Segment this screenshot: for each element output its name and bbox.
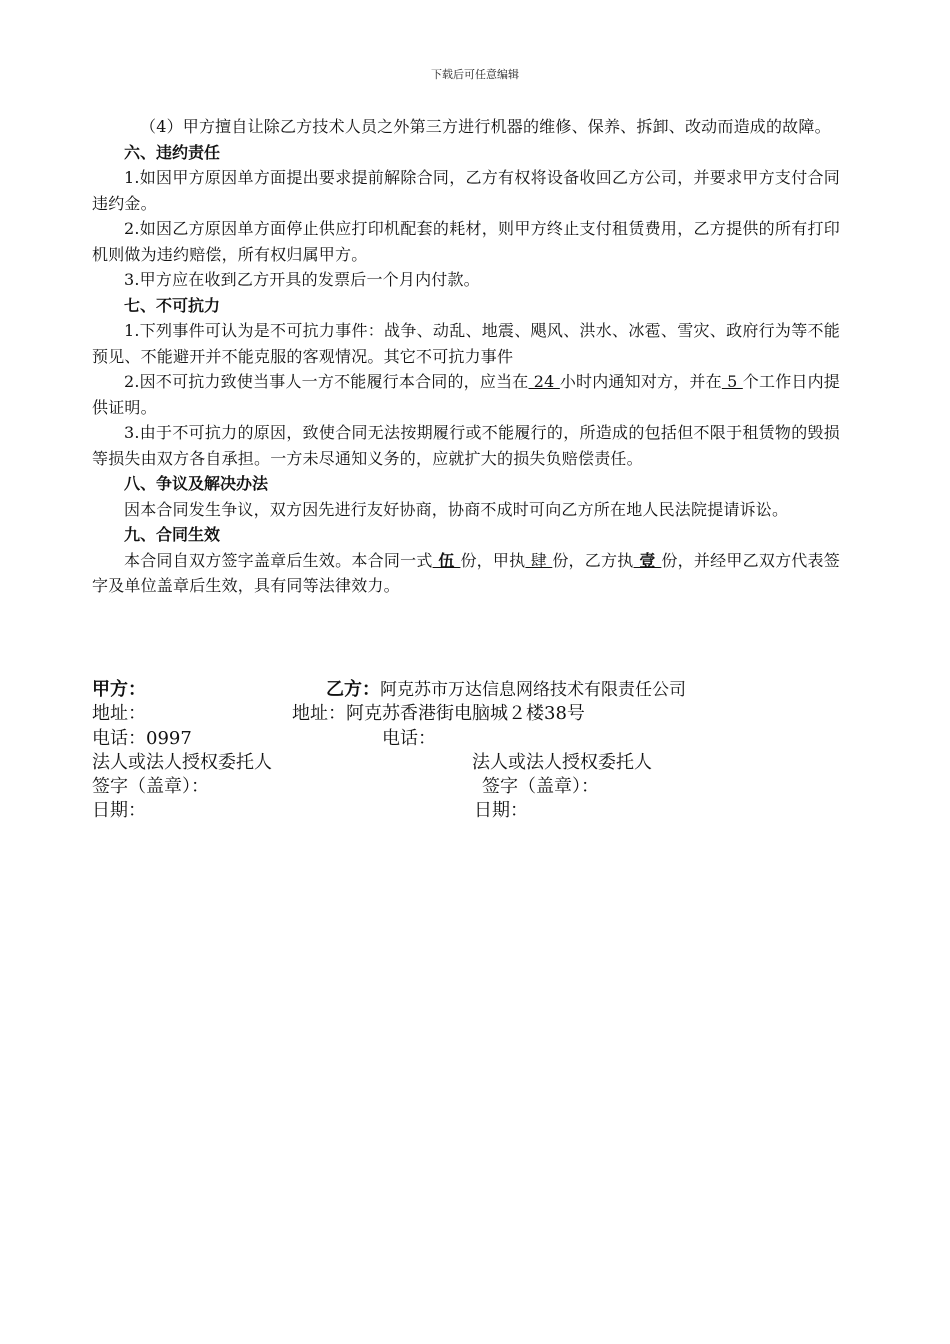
section-7-item-1: 1.下列事件可认为是不可抗力事件：战争、动乱、地震、飓风、洪水、冰雹、雪灾、政府行为等不能预见、不能避开并不能克服的客观情况。其它不可抗力事件 [92, 321, 840, 366]
party-row [92, 675, 852, 699]
text-segment: 份，并经甲乙双方代表签字及单位盖章后生效，具有同等法律效力。 [92, 550, 840, 595]
text-segment: 份，甲执 [460, 550, 526, 570]
notify-hours: 24 [528, 372, 560, 391]
address-row [92, 699, 852, 723]
section-9-item-1 [92, 548, 840, 599]
proof-days: 5 [721, 372, 743, 391]
party-a-address: 地址： [92, 703, 146, 725]
party-b [326, 675, 686, 701]
page-header: 下载后可任意编辑 [431, 68, 519, 81]
party-b-label: 乙方： [326, 679, 380, 700]
section-6-item-3: 3.甲方应在收到乙方开具的发票后一个月内付款。 [124, 270, 480, 289]
phone-row [92, 724, 852, 748]
text-segment: 本合同自双方签字盖章后生效。本合同一式 [124, 550, 433, 570]
total-copies: 伍 [432, 550, 461, 570]
text-segment: 2.因不可抗力致使当事人一方不能履行本合同的，应当在 [124, 372, 529, 391]
party-b-representative: 法人或法人授权委托人 [472, 751, 652, 773]
party-a-representative: 法人或法人授权委托人 [92, 751, 272, 773]
text-segment: 份，乙方执 [552, 550, 634, 570]
text-segment: 小时内通知对方，并在 [559, 372, 722, 391]
section-7-item-2 [92, 369, 840, 420]
party-a-label: 甲方： [92, 679, 146, 700]
party-a-copies: 肆 [525, 550, 553, 570]
party-b-date: 日期： [474, 800, 528, 822]
party-a-phone: 电话：0997 [92, 727, 192, 749]
text-segment: 个工作日内提供证明。 [92, 372, 840, 417]
section-8-title: 八、争议及解决办法 [124, 474, 269, 493]
party-b-name: 阿克苏市万达信息网络技术有限责任公司 [380, 680, 686, 700]
party-b-sign: 签字（盖章）： [482, 776, 599, 798]
party-a-sign: 签字（盖章）： [92, 776, 209, 798]
section-9-title: 九、合同生效 [124, 525, 221, 544]
party-a-date: 日期： [92, 800, 146, 822]
contract-body [92, 114, 840, 599]
section-6-title: 六、违约责任 [124, 142, 221, 162]
sign-row [92, 772, 852, 796]
party-b-phone: 电话： [382, 727, 436, 749]
party-b-address: 地址：阿克苏香港街电脑城２楼38号 [292, 703, 585, 725]
party-b-copies: 壹 [633, 550, 662, 570]
signature-block [92, 675, 852, 821]
section-6-item-1: 1.如因甲方原因单方面提出要求提前解除合同，乙方有权将设备收回乙方公司，并要求甲方支付合同违约金。 [92, 168, 840, 213]
clause-4-fault: （4）甲方擅自让除乙方技术人员之外第三方进行机器的维修、保养、拆卸、改动而造成的故障。 [140, 117, 831, 136]
representative-row [92, 748, 852, 772]
section-8-item-1: 因本合同发生争议，双方因先进行友好协商，协商不成时可向乙方所在地人民法院提请诉讼。 [124, 499, 789, 519]
section-6-item-2: 2.如因乙方原因单方面停止供应打印机配套的耗材，则甲方终止支付租赁费用，乙方提供的所有打印机则做为违约赔偿，所有权归属甲方。 [92, 219, 840, 264]
section-7-title: 七、不可抗力 [124, 295, 221, 315]
section-7-item-3: 3.由于不可抗力的原因，致使合同无法按期履行或不能履行的，所造成的包括但不限于租赁物的毁损等损失由双方各自承担。一方未尽通知义务的，应就扩大的损失负赔偿责任。 [92, 423, 840, 468]
date-row [92, 796, 852, 820]
